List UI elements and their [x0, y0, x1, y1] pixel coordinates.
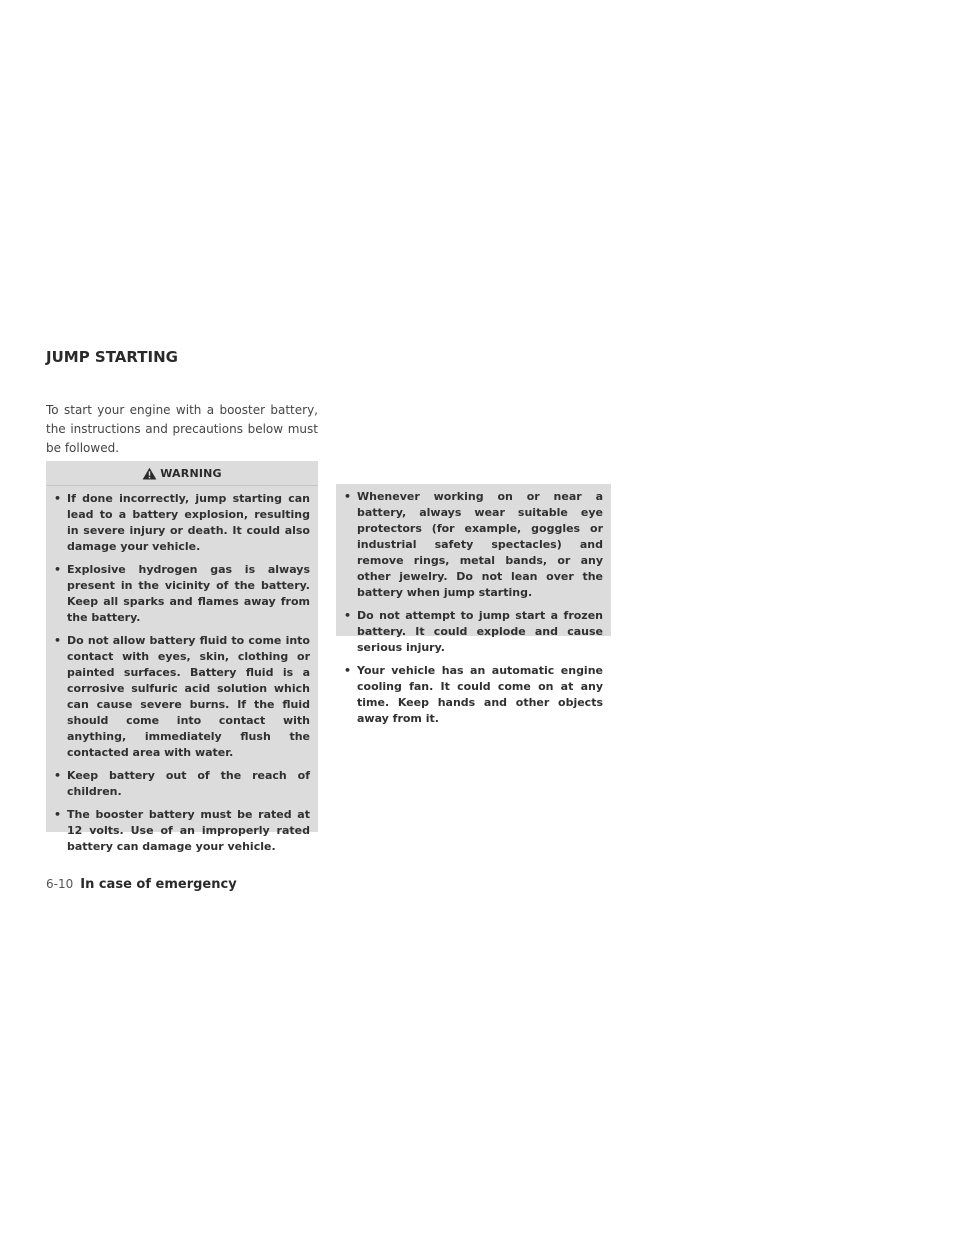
bullet: • [54, 808, 62, 821]
warning-triangle-icon [142, 467, 157, 480]
warning-item [52, 633, 310, 761]
warning-box [46, 461, 318, 853]
warning-item [52, 562, 310, 626]
warning-item-text: Do not attempt to jump start a frozen battery. It could explode and cause serious injury. [357, 609, 603, 654]
page-number: 6-10 [46, 877, 74, 891]
warning-list-right [336, 484, 611, 727]
bullet: • [344, 664, 352, 677]
warning-label: WARNING [160, 466, 222, 480]
bullet: • [54, 769, 62, 782]
warning-item [52, 807, 310, 855]
bullet: • [344, 609, 352, 622]
warning-box-continued [336, 484, 611, 725]
warning-item-text: The booster battery must be rated at 12 volts. Use of an improperly rated battery can damage your vehicle. [67, 808, 310, 853]
bullet: • [54, 563, 62, 576]
warning-item-text: Do not allow battery fluid to come into contact with eyes, skin, clothing or painted surfaces. Battery fluid is a corrosive sulfuric acid solution which can cause severe burns. If the fluid should come into contact with anything, immediately flush the contacted area with water. [67, 634, 310, 759]
warning-item [342, 608, 603, 656]
bullet: • [54, 634, 62, 647]
warning-item-text: Explosive hydrogen gas is always present in the vicinity of the battery. Keep all sparks and flames away from the battery. [67, 563, 310, 624]
intro-paragraph: To start your engine with a booster battery, the instructions and precautions below must be followed. [46, 403, 318, 455]
warning-item [342, 489, 603, 601]
bullet: • [344, 490, 352, 503]
warning-header [46, 461, 318, 486]
bullet: • [54, 492, 62, 505]
warning-item-text: Whenever working on or near a battery, always wear suitable eye protectors (for example, goggles or industrial safety spectacles) and remove rings, metal bands, or any other jewelry. Do not lean over the battery when jump starting. [357, 490, 603, 599]
warning-list-left [46, 486, 318, 855]
warning-item [52, 768, 310, 800]
warning-item [52, 491, 310, 555]
warning-item-text: If done incorrectly, jump starting can lead to a battery explosion, resulting in severe injury or death. It could also damage your vehicle. [67, 492, 310, 553]
warning-item-text: Keep battery out of the reach of children. [67, 769, 310, 798]
warning-item-text: Your vehicle has an automatic engine cooling fan. It could come on at any time. Keep hands and other objects away from it. [357, 664, 603, 725]
section-title: JUMP STARTING [46, 348, 178, 366]
warning-item [342, 663, 603, 727]
chapter-title: In case of emergency [80, 877, 237, 892]
page-footer [46, 877, 237, 892]
